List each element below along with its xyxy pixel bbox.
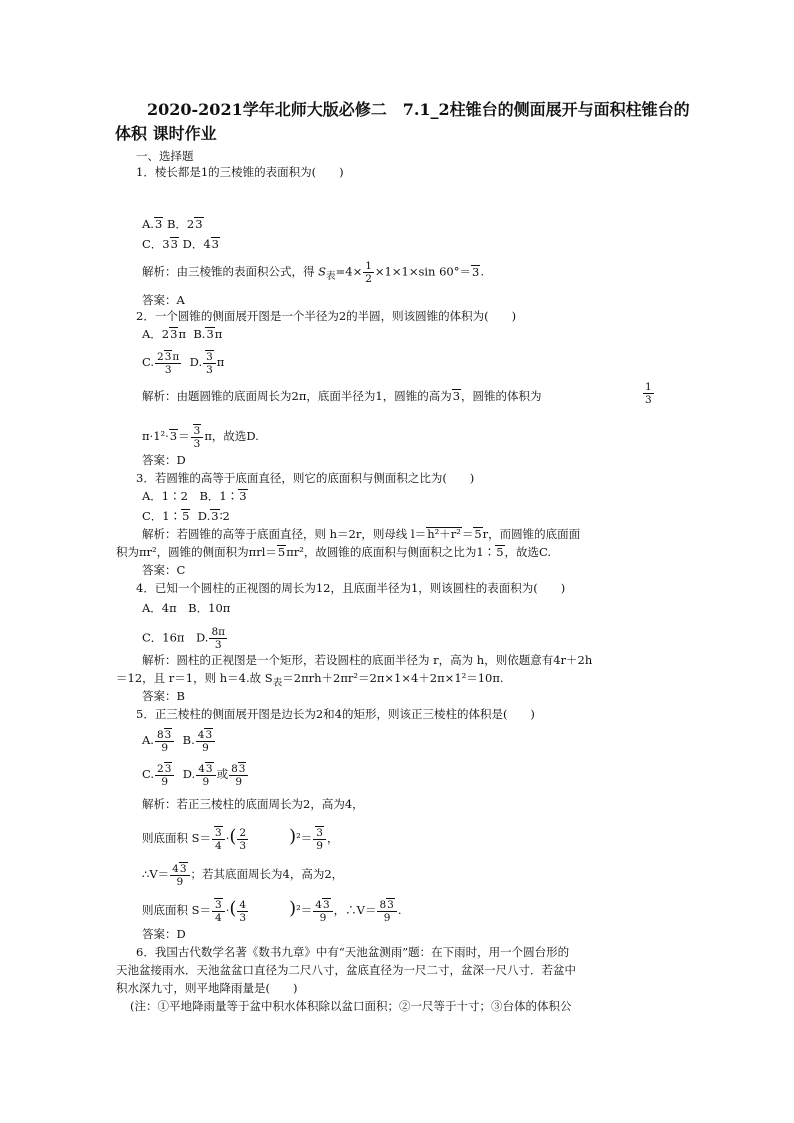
q3-stem: 3．若圆锥的高等于底面直径，则它的底面积与侧面积之比为( )	[136, 471, 475, 485]
q6-line3: 积水深九寸，则平地降雨量是( )	[116, 981, 298, 995]
q4-options-cd: C．16π D. $\frac{8\pi}{3}$	[142, 626, 226, 651]
q1-answer: 答案：A	[142, 293, 185, 307]
q2-solution-line2: π·1²·3＝ $\frac{3}{3}$ π，故选D.	[142, 425, 259, 450]
q3-options-ab: A．1∶2 B．1∶3	[142, 489, 247, 503]
q2-options-cd: C. $\frac{23\pi}{3}$ D. $\frac{3}{3}$ π	[142, 351, 225, 376]
q3-answer: 答案：C	[142, 563, 186, 577]
q5-solution-line2: 则底面积 S＝ $\frac{3}{4}$ ·( $\frac{2}{3}$ )²＝ $\frac{3}{9}$ ，	[142, 826, 339, 852]
q2-solution-frac: $\frac{1}{3}$	[645, 381, 652, 406]
q5-solution-line4: 则底面积 S＝ $\frac{3}{4}$ ·( $\frac{4}{3}$ )²＝ $\frac{43}{9}$ ，∴V＝ $\frac{83}{9}$ .	[142, 898, 402, 924]
q5-answer: 答案：D	[142, 927, 186, 941]
q5-solution-line3: ∴V＝ $\frac{43}{9}$ ；若其底面周长为4，高为2，	[142, 863, 344, 888]
q1-stem: 1．棱长都是1的三棱锥的表面积为( )	[136, 165, 344, 179]
q1-solution: 解析：由三棱锥的表面积公式，得 $S_表=4\times$ $\frac{1}{2}$ ×1×1×sin 60°＝3.	[142, 260, 484, 285]
q3-options-cd: C．1∶5 D.3∶2	[142, 509, 230, 523]
q3-solution-line2: 积为πr²，圆锥的侧面积为πrl＝5πr²，故圆锥的底面积与侧面积之比为1∶5，故选C.	[116, 545, 552, 559]
q5-stem: 5．正三棱柱的侧面展开图是边长为2和4的矩形，则该正三棱柱的体积是( )	[136, 707, 535, 721]
q2-stem: 2．一个圆锥的侧面展开图是一个半径为2的半圆，则该圆锥的体积为( )	[136, 309, 517, 323]
q5-options-cd: C. $\frac{23}{9}$ D. $\frac{43}{9}$ 或 $\frac{83}{9}$	[142, 762, 249, 788]
q4-solution-line2: ＝12，且 r＝1，则 h＝4.故 $S_表=2\pi rh+2\pi r^2=2\pi\times 1\times 4+2\pi\times 1^2=10\pi$.	[116, 671, 504, 689]
q1-options-ab: A.3 B．23	[142, 217, 203, 231]
q5-solution-line1: 解析：若正三棱柱的底面周长为2，高为4，	[142, 797, 364, 811]
q1-options-cd: C．33 D．43	[142, 237, 219, 251]
q2-solution-line1: 解析：由题圆锥的底面周长为2π，底面半径为1，圆锥的高为3，圆锥的体积为	[142, 389, 542, 403]
q4-solution-line1: 解析：圆柱的正视图是一个矩形，若设圆柱的底面半径为 r，高为 h，则依题意有4r＋2h	[142, 653, 593, 667]
q4-stem: 4．已知一个圆柱的正视图的周长为12，且底面半径为1，则该圆柱的表面积为( )	[136, 581, 566, 595]
q6-line2: 天池盆接雨水．天池盆盆口直径为二尺八寸，盆底直径为一尺二寸，盆深一尺八寸．若盆中	[116, 963, 576, 977]
section-heading: 一、选择题	[136, 149, 194, 163]
q2-options-ab: A．23π B.3π	[142, 327, 223, 341]
q3-solution-line1: 解析：若圆锥的高等于底面直径，则 h＝2r，则母线 l＝h²＋r²＝5r，而圆锥的底面面	[142, 527, 581, 541]
q6-line1: 6．我国古代数学名著《数书九章》中有“天池盆测雨”题：在下雨时，用一个圆台形的	[136, 945, 570, 959]
q5-options-ab: A. $\frac{83}{9}$ B. $\frac{43}{9}$	[142, 728, 216, 754]
q4-answer: 答案：B	[142, 689, 185, 703]
page-title: 2020-2021学年北师大版必修二 7.1_2柱锥台的侧面展开与面积柱锥台的体积 课时作业	[115, 100, 690, 143]
q4-options-ab: A．4π B．10π	[142, 601, 231, 615]
q6-line4: (注：①平地降雨量等于盆中积水体积除以盆口面积；②一尺等于十寸；③台体的体积公	[130, 999, 572, 1013]
q2-answer: 答案：D	[142, 453, 186, 467]
